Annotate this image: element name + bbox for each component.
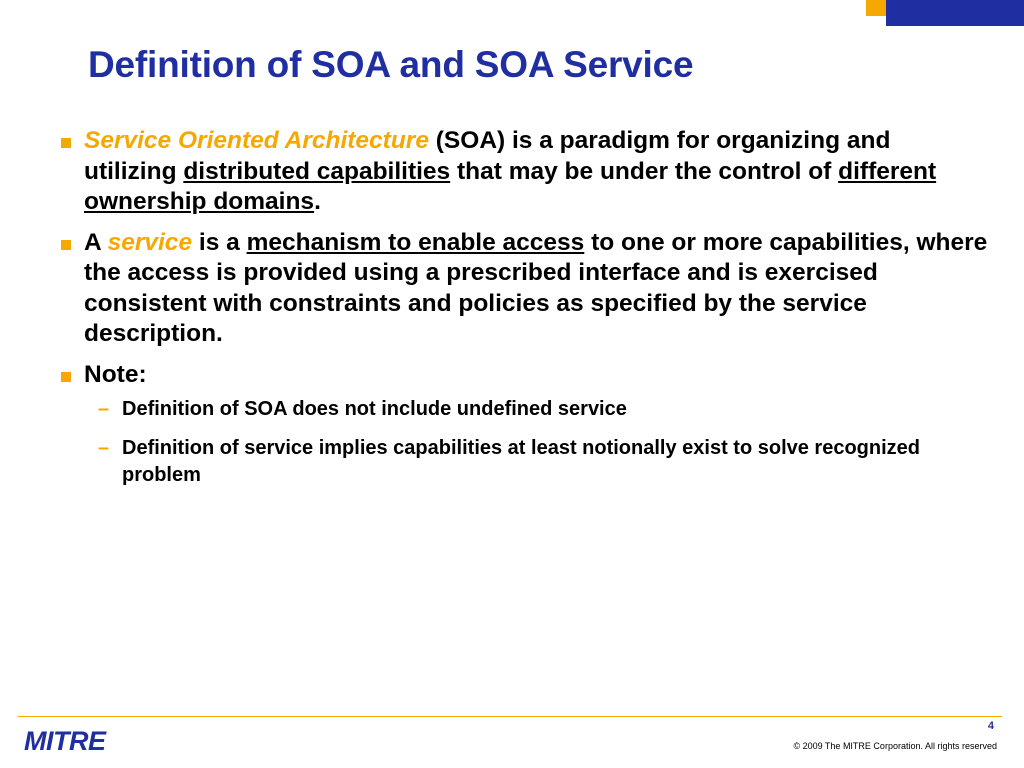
bullet-soa-definition bbox=[58, 126, 988, 218]
underlined-term: distributed capabilities bbox=[183, 157, 451, 185]
text: A bbox=[84, 228, 108, 256]
corner-accent-orange bbox=[866, 0, 886, 16]
page-number: 4 bbox=[987, 720, 994, 732]
bullet-list bbox=[58, 126, 988, 501]
sub-bullet-note-2 bbox=[58, 435, 988, 489]
text: . bbox=[314, 188, 321, 215]
text: that may be under the control of bbox=[450, 157, 839, 185]
dash-bullet-icon: – bbox=[98, 398, 110, 420]
underlined-term: different ownership domains bbox=[84, 157, 937, 215]
square-bullet-icon bbox=[61, 372, 71, 382]
bullet-service-definition bbox=[58, 228, 988, 350]
sub-bullet-note-1 bbox=[58, 396, 988, 423]
text: (SOA) is a paradigm for organizing and utilizing bbox=[84, 127, 891, 185]
bullet-note bbox=[58, 360, 988, 391]
corner-accent-blue bbox=[886, 0, 1024, 26]
sub-bullet-text: Definition of service implies capabilities at least notionally exist to solve recognized problem bbox=[122, 437, 921, 486]
square-bullet-icon bbox=[61, 138, 71, 148]
sub-bullet-text: Definition of SOA does not include undefined service bbox=[122, 398, 627, 420]
term-soa: Service Oriented Architecture bbox=[84, 127, 429, 154]
text: to one or more capabilities, where the access is provided using a prescribed interface and is exercised consistent with constraints and policies as specified by the service description. bbox=[84, 228, 988, 347]
term-service: service bbox=[107, 228, 193, 256]
slide-title: Definition of SOA and SOA Service bbox=[88, 44, 694, 85]
mitre-logo: MITRE bbox=[24, 726, 106, 756]
note-label: Note: bbox=[84, 360, 147, 388]
dash-bullet-icon: – bbox=[98, 437, 110, 459]
text: is a bbox=[192, 228, 247, 256]
square-bullet-icon bbox=[61, 240, 71, 250]
footer-divider bbox=[18, 716, 1002, 717]
underlined-term: mechanism to enable access bbox=[246, 228, 585, 256]
copyright-notice: © 2009 The MITRE Corporation. All rights reserved bbox=[793, 741, 997, 751]
